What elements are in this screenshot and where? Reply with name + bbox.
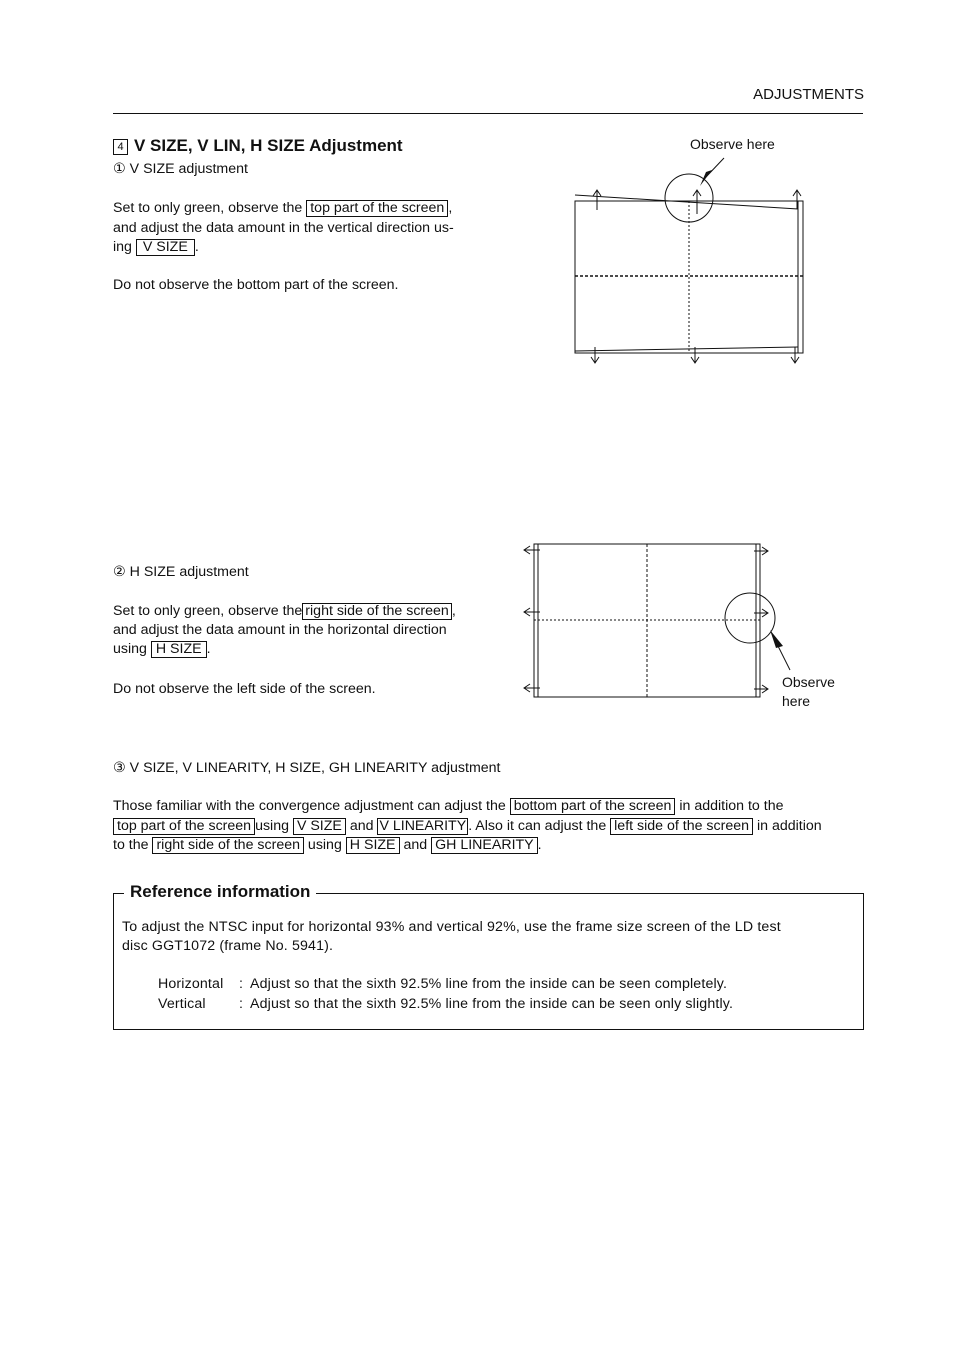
observe-label-right: Observe bbox=[782, 674, 835, 690]
text: . bbox=[194, 239, 199, 255]
reference-title: Reference information bbox=[124, 882, 316, 902]
text: Those familiar with the convergence adjustment can adjust the bbox=[113, 798, 510, 814]
text: and bbox=[345, 818, 378, 834]
boxed-term: GH LINEARITY bbox=[431, 837, 538, 854]
step1-heading: ① V SIZE adjustment bbox=[113, 161, 248, 177]
reference-row-sep: : bbox=[239, 996, 244, 1012]
text: in addition to the bbox=[675, 798, 784, 814]
text: . Also it can adjust the bbox=[468, 818, 611, 834]
boxed-term: top part of the screen bbox=[306, 200, 448, 217]
step3-heading: ③ V SIZE, V LINEARITY, H SIZE, GH LINEARITY adjustment bbox=[113, 760, 501, 776]
text: in addition bbox=[753, 818, 822, 834]
boxed-term: V SIZE bbox=[293, 818, 346, 835]
reference-row-text: Adjust so that the sixth 92.5% line from the inside can be seen completely. bbox=[250, 976, 728, 992]
boxed-term: V LINEARITY bbox=[379, 818, 467, 834]
text: Set to only green, observe the bbox=[113, 603, 303, 619]
text: using bbox=[113, 641, 151, 657]
boxed-term: bottom part of the screen bbox=[510, 798, 676, 815]
reference-row-sep: : bbox=[239, 976, 244, 992]
text: , bbox=[448, 200, 453, 216]
text: ing bbox=[113, 239, 136, 255]
boxed-term: H SIZE bbox=[346, 837, 400, 854]
text: . bbox=[206, 641, 211, 657]
text: and bbox=[399, 837, 432, 853]
reference-row-text: Adjust so that the sixth 92.5% line from the inside can be seen only slightly. bbox=[250, 996, 734, 1012]
reference-row-label: Vertical bbox=[158, 996, 206, 1012]
step3-line3 bbox=[113, 836, 542, 855]
page-header-section: ADJUSTMENTS bbox=[753, 86, 864, 103]
step2-note: Do not observe the left side of the screen. bbox=[113, 681, 376, 697]
step2-heading: ② H SIZE adjustment bbox=[113, 564, 249, 580]
observe-circle-2 bbox=[725, 593, 775, 643]
text: to the bbox=[113, 837, 153, 853]
boxed-term: H SIZE bbox=[151, 641, 207, 658]
text: . bbox=[537, 837, 542, 853]
text: using bbox=[303, 837, 346, 853]
text: using bbox=[255, 818, 293, 834]
boxed-term: left side of the screen bbox=[610, 818, 753, 835]
observe-here-label-top: Observe here bbox=[690, 136, 775, 152]
boxed-term: right side of the screen bbox=[302, 603, 452, 620]
boxed-term: right side of the screen bbox=[152, 837, 304, 854]
text: Set to only green, observe the bbox=[113, 200, 307, 216]
step2-line2: and adjust the data amount in the horizontal direction bbox=[113, 622, 447, 638]
step1-note: Do not observe the bottom part of the screen. bbox=[113, 277, 399, 293]
reference-row-label: Horizontal bbox=[158, 976, 224, 992]
section-number: 4 bbox=[113, 139, 128, 155]
text: , bbox=[451, 603, 456, 619]
reference-line2: disc GGT1072 (frame No. 5941). bbox=[122, 938, 334, 954]
boxed-term: V SIZE bbox=[136, 239, 195, 256]
step3-line1 bbox=[113, 797, 783, 816]
reference-line1: To adjust the NTSC input for horizontal 93% and vertical 92%, use the frame size screen of the LD test bbox=[122, 919, 781, 935]
step1-line2: and adjust the data amount in the vertical direction us- bbox=[113, 220, 454, 236]
here-label-right: here bbox=[782, 693, 811, 709]
section-title-text: V SIZE, V LIN, H SIZE Adjustment bbox=[134, 136, 403, 155]
step3-line2 bbox=[113, 817, 822, 836]
boxed-term: top part of the screen bbox=[113, 818, 255, 835]
